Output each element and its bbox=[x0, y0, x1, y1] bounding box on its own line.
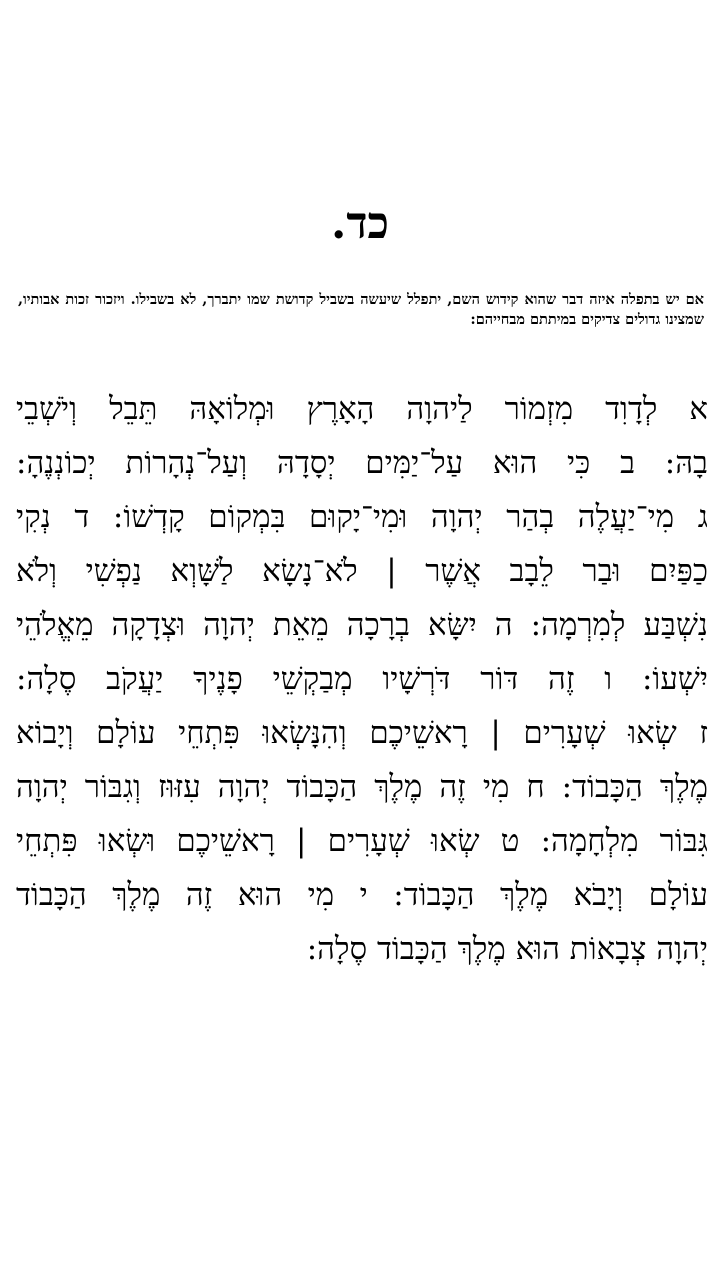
psalm-line-11: יְהוָה צְבָאוֹת הוּא מֶלֶךְ הַכָּבוֹד סֶלָה: bbox=[306, 931, 708, 967]
psalm-line-4: כַפַּיִם וּבַר לֵבָב אֲשֶׁר | לֹא־נָשָׂא לַשָּׁוְא נַפְשִׁי וְלֹא bbox=[16, 553, 708, 589]
chapter-number: כד. bbox=[331, 198, 389, 249]
psalm-line-6: יִשְׁעוֹ: ו זֶה דּוֹר דֹּרְשָׁיו מְבַקְשֵׁי פָנֶיךָ יַעֲקֹב סֶלָה: bbox=[16, 661, 708, 697]
psalm-line-5: נִשְׁבַּע לְמִרְמָה: ה יִשָּׂא בְרָכָה מֵאֵת יְהוָה וּצְדָקָה מֵאֱלֹהֵי bbox=[16, 607, 708, 643]
psalm-line-1: א לְדָוִד מִזְמוֹר לַיהוָה הָאָרֶץ וּמְלוֹאָהּ תֵּבֵל וְיֹשְׁבֵי bbox=[16, 391, 708, 427]
intro-note: אם יש בתפלה איזה דבר שהוא קידוש השם, יתפלל שיעשה בשביל קדושת שמו יתברך, לא בשבילו. ויזכור זכות אבותיו, שמצינו גדולים צדיקים במיתתם מבחייהם: bbox=[18, 291, 704, 328]
psalm-line-10: עוֹלָם וְיָבֹא מֶלֶךְ הַכָּבוֹד: י מִי הוּא זֶה מֶלֶךְ הַכָּבוֹד bbox=[16, 877, 708, 913]
psalm-line-9: גִּבּוֹר מִלְחָמָה: ט שְׂאוּ שְׁעָרִים | רָאשֵׁיכֶם וּשְׂאוּ פִּתְחֵי bbox=[16, 823, 708, 859]
psalm-line-3: ג מִי־יַעֲלֶה בְהַר יְהוָה וּמִי־יָקוּם בִּמְקוֹם קָדְשׁוֹ: ד נְקִי bbox=[16, 499, 708, 535]
psalm-line-2: בָהּ: ב כִּי הוּא עַל־יַמִּים יְסָדָהּ וְעַל־נְהָרוֹת יְכוֹנְנֶהָ: bbox=[16, 445, 708, 481]
psalm-text bbox=[16, 382, 708, 976]
psalm-line-8: מֶלֶךְ הַכָּבוֹד: ח מִי זֶה מֶלֶךְ הַכָּבוֹד יְהוָה עִזּוּז וְגִבּוֹר יְהוָה bbox=[16, 769, 708, 805]
psalm-line-7: ז שְׂאוּ שְׁעָרִים | רָאשֵׁיכֶם וְהִנָּשְׂאוּ פִּתְחֵי עוֹלָם וְיָבוֹא bbox=[16, 715, 708, 751]
